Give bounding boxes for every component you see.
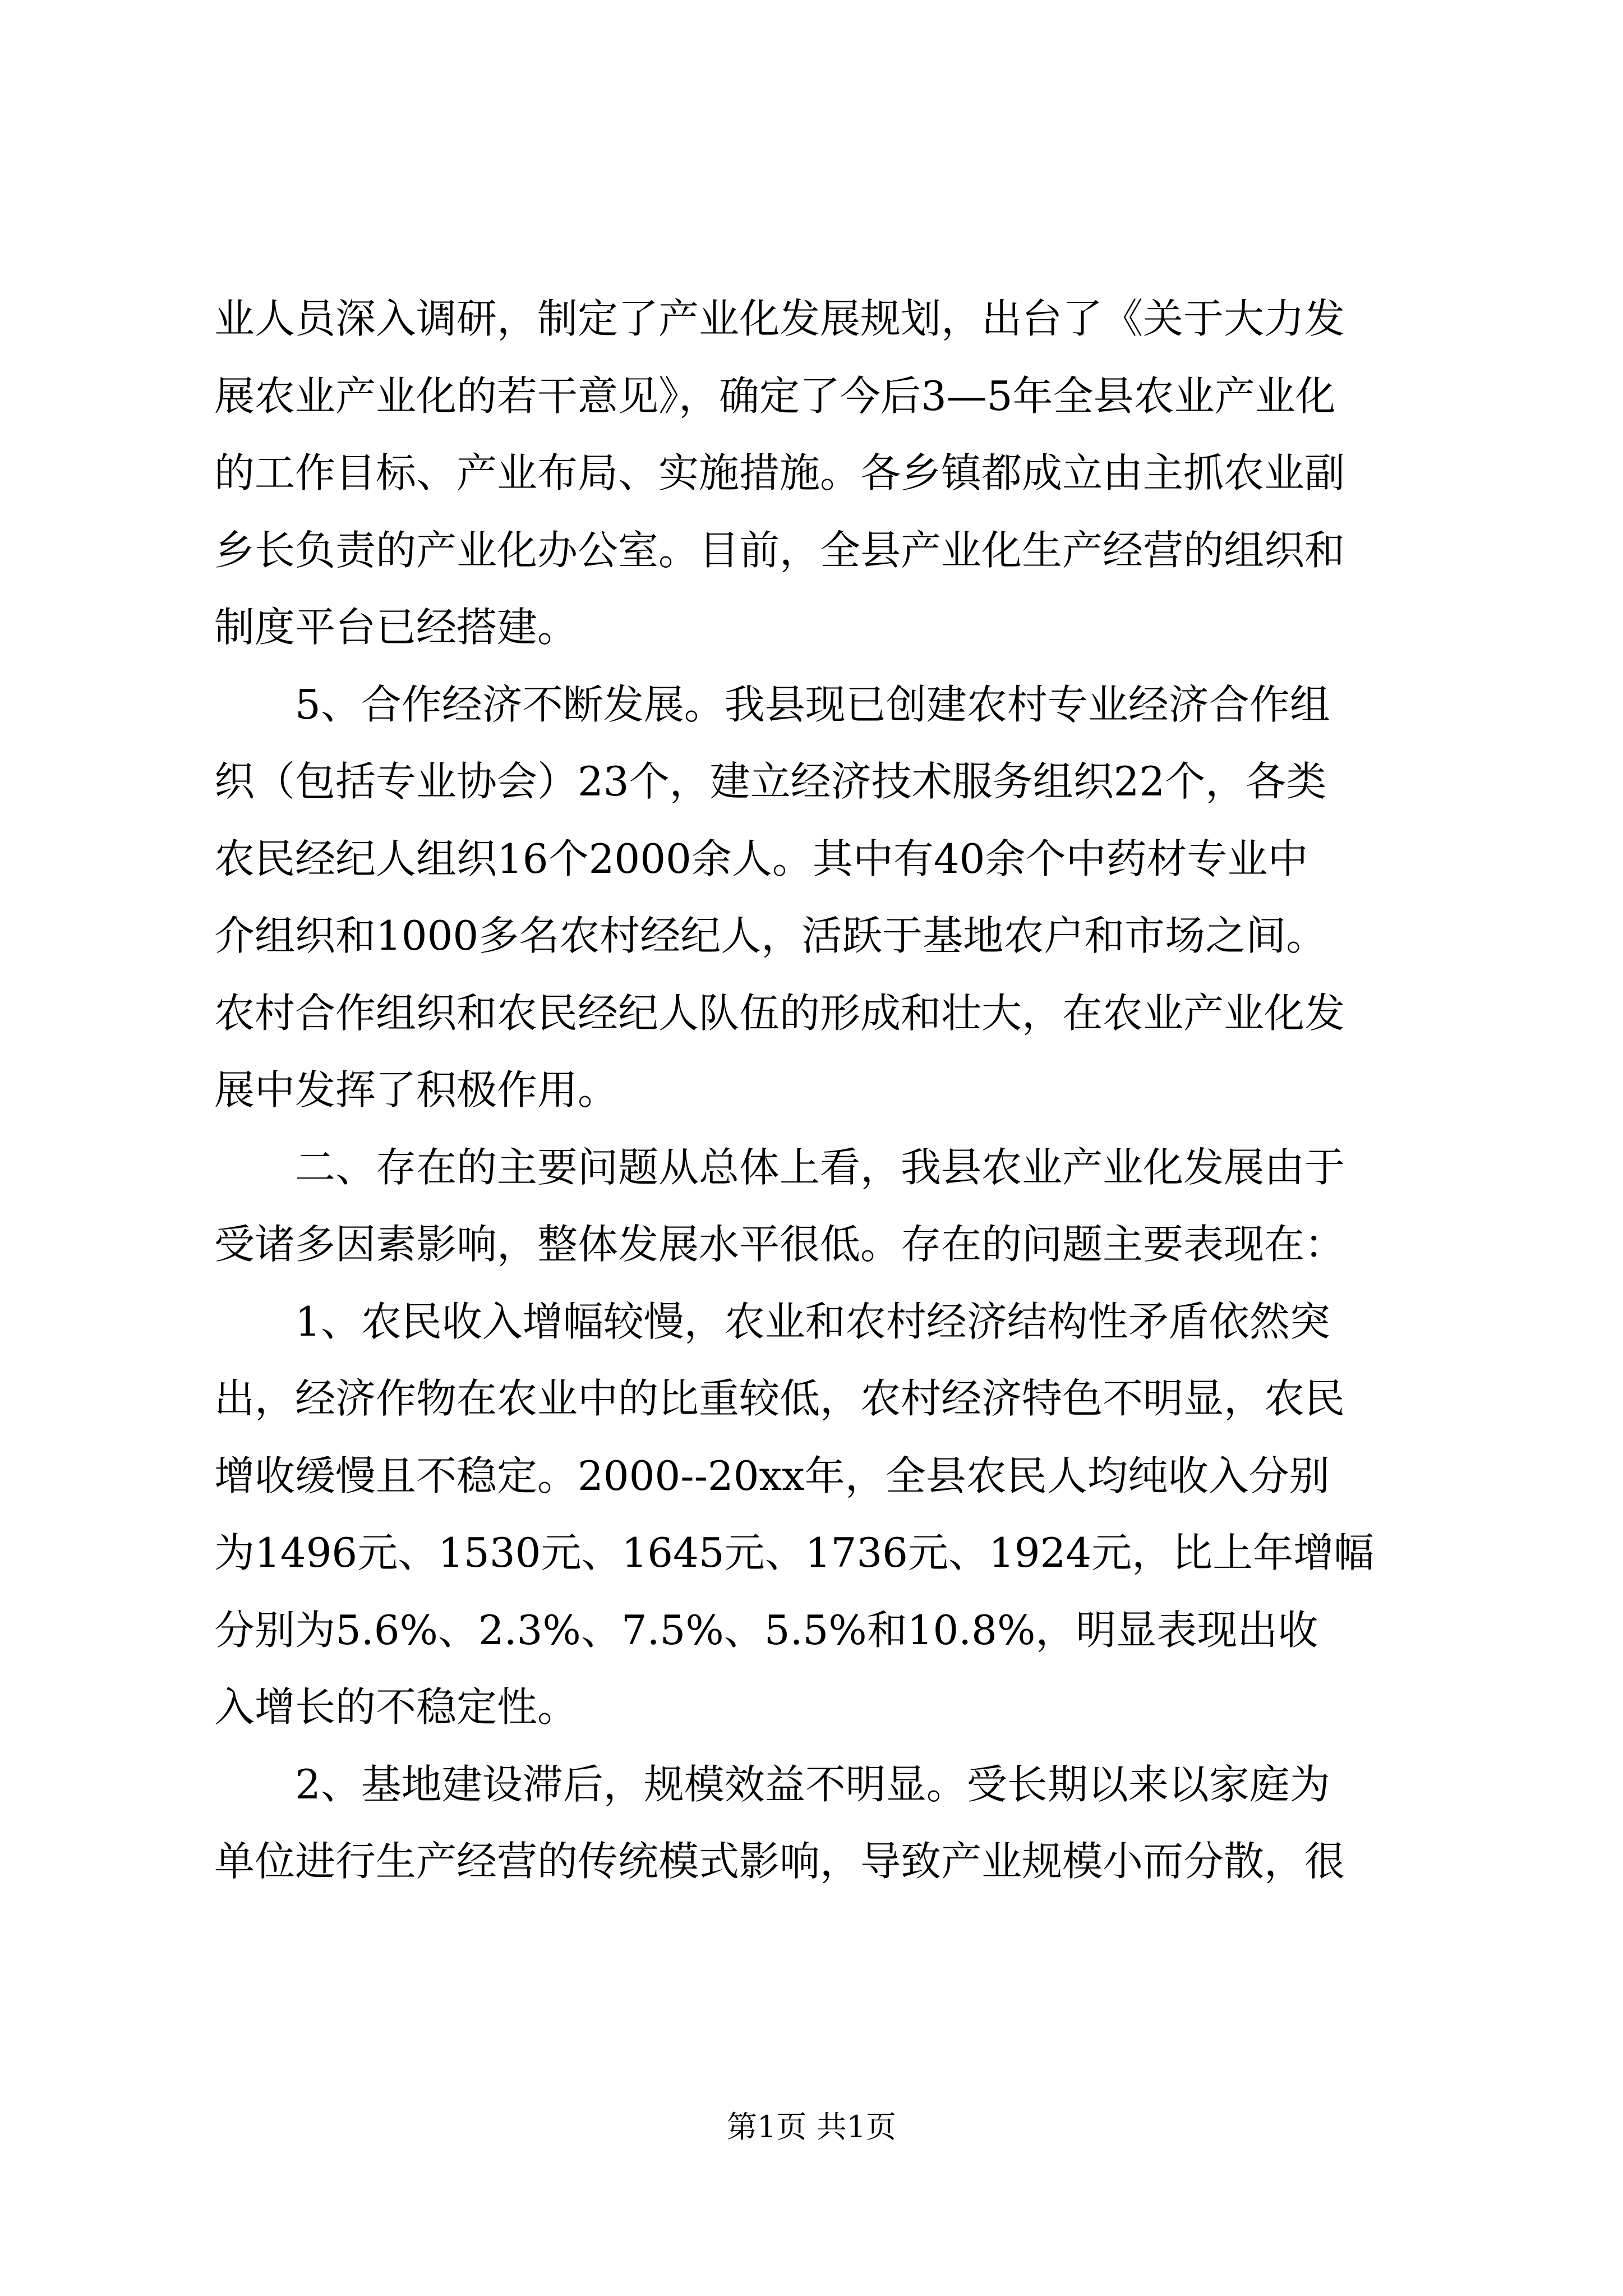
text-line: 业人员深入调研，制定了产业化发展规划，出台了《关于大力发: [214, 295, 1345, 342]
text-line: 二、存在的主要问题从总体上看，我县农业产业化发展由于: [295, 1143, 1345, 1191]
text-line: 农民经纪人组织16个2000余人。其中有40余个中药材专业中: [214, 835, 1308, 882]
text-line: 入增长的不稳定性。: [214, 1683, 578, 1731]
page-footer: 第1页 共1页: [727, 2109, 896, 2145]
text-line: 织（包括专业协会）23个，建立经济技术服务组织22个，各类: [214, 758, 1327, 805]
text-line: 出，经济作物在农业中的比重较低，农村经济特色不明显，农民: [214, 1375, 1345, 1422]
text-line: 乡长负责的产业化办公室。目前，全县产业化生产经营的组织和: [214, 526, 1345, 574]
text-line: 介组织和1000多名农村经纪人，活跃于基地农户和市场之间。: [214, 912, 1327, 959]
body-text: [214, 280, 1414, 1901]
text-line: 展中发挥了积极作用。: [214, 1066, 619, 1114]
text-line: 农村合作组织和农民经纪人队伍的形成和壮大，在农业产业化发: [214, 989, 1345, 1037]
text-line: 受诸多因素影响，整体发展水平很低。存在的问题主要表现在：: [214, 1221, 1345, 1268]
text-line: 为1496元、1530元、1645元、1736元、1924元，比上年增幅: [214, 1529, 1375, 1576]
text-line: 展农业产业化的若干意见》，确定了今后3—5年全县农业产业化: [214, 372, 1336, 420]
text-line: 单位进行生产经营的传统模式影响，导致产业规模小而分散，很: [214, 1838, 1345, 1885]
text-line: 增收缓慢且不稳定。2000--20xx年，全县农民人均纯收入分别: [214, 1452, 1330, 1499]
text-line: 制度平台已经搭建。: [214, 604, 578, 651]
text-line: 5、合作经济不断发展。我县现已创建农村专业经济合作组: [295, 680, 1330, 728]
text-line: 分别为5.6%、2.3%、7.5%、5.5%和10.8%，明显表现出收: [214, 1606, 1318, 1654]
text-line: 的工作目标、产业布局、实施措施。各乡镇都成立由主抓农业副: [214, 449, 1345, 496]
text-line: 2、基地建设滞后，规模效益不明显。受长期以来以家庭为: [295, 1760, 1330, 1808]
text-line: 1、农民收入增幅较慢，农业和农村经济结构性矛盾依然突: [295, 1297, 1330, 1345]
